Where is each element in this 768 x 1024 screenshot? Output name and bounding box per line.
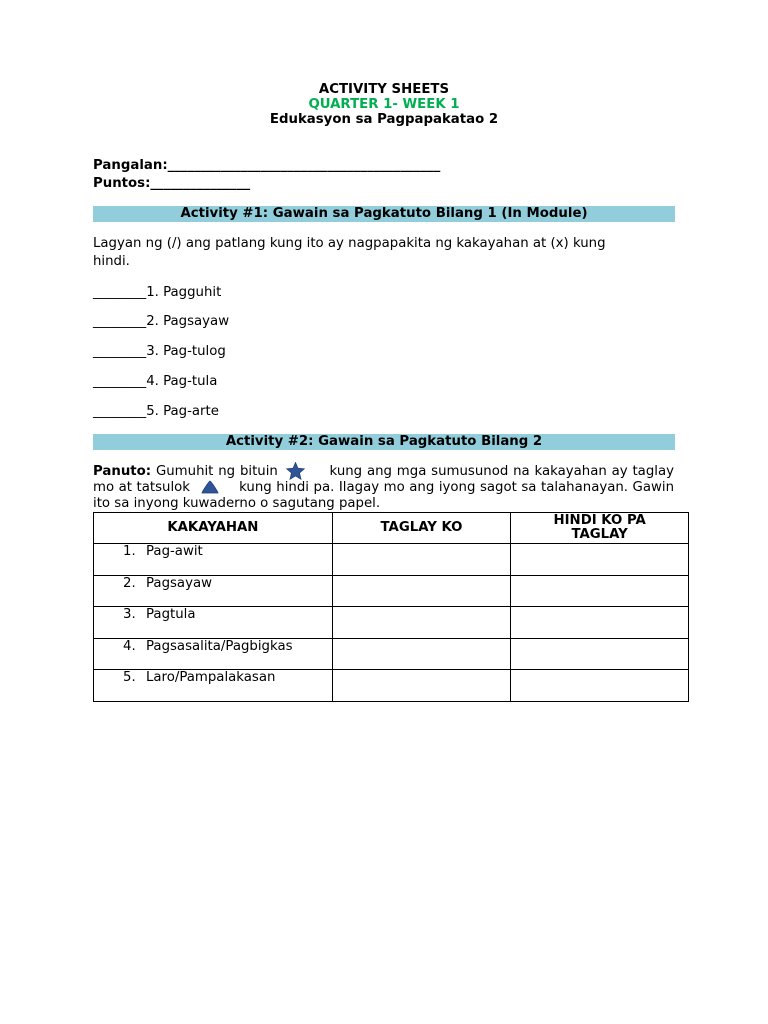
skill-label: Pag-awit (146, 544, 203, 559)
activity1-instruction-line2: hindi. (93, 254, 130, 269)
answer-cell-taglay (332, 638, 511, 670)
skill-label: Laro/Pampalakasan (146, 670, 276, 685)
skill-label: Pagtula (146, 607, 196, 622)
instruction-part2: kung ang mga sumusunod na kakayahan ay taglay mo at tatsulok (93, 464, 674, 495)
row-number: 1. (123, 544, 136, 559)
list-item: ________2. Pagsayaw (93, 314, 230, 329)
list-item: ________5. Pag-arte (93, 404, 219, 419)
score-field: Puntos:_______________ (93, 176, 251, 191)
skill-cell (94, 575, 333, 607)
activity1-title-bar: Activity #1: Gawain sa Pagkatuto Bilang 1 (In Module) (93, 206, 675, 222)
column-header-label: HINDI KO PA TAGLAY (553, 513, 646, 542)
skill-label: Pagsasalita/Pagbigkas (146, 638, 293, 654)
name-field: Pangalan:_________________________________________ (93, 158, 441, 173)
column-header: TAGLAY KO (332, 513, 511, 544)
table-row (94, 670, 689, 702)
answer-cell-taglay (332, 607, 511, 639)
activity1-instruction-line1: Lagyan ng (/) ang patlang kung ito ay nagpapakita ng kakayahan at (x) kung (93, 236, 606, 251)
quarter-week-label: QUARTER 1- WEEK 1 (308, 97, 460, 112)
triangle-icon (201, 480, 219, 494)
answer-cell-taglay (332, 670, 511, 702)
list-item: ________1. Pagguhit (93, 285, 222, 300)
instruction-part1: Gumuhit ng bituin (155, 464, 278, 479)
column-header: KAKAYAHAN (94, 513, 333, 544)
row-number: 5. (123, 670, 136, 685)
row-number: 3. (123, 607, 136, 622)
answer-cell-taglay (332, 544, 511, 576)
star-icon (286, 462, 305, 480)
instruction-part3: kung hindi pa. Ilagay mo ang iyong sagot sa talahanayan. Gawin ito sa inyong kuwaderno o sagutang papel. (93, 480, 675, 511)
skill-label: Pagsayaw (146, 575, 212, 591)
table-row (94, 607, 689, 639)
skills-table (93, 512, 689, 702)
table-header-row (94, 513, 689, 544)
activity2-instruction (93, 464, 674, 512)
table-row (94, 544, 689, 576)
answer-cell-taglay (332, 575, 511, 607)
answer-cell-hindi (511, 670, 689, 702)
skill-cell (94, 670, 333, 702)
answer-cell-hindi (511, 638, 689, 670)
row-number: 4. (123, 638, 136, 654)
column-header (511, 513, 689, 544)
instruction-label: Panuto: (93, 464, 152, 479)
activity2-title-bar: Activity #2: Gawain sa Pagkatuto Bilang 2 (93, 434, 675, 450)
list-item: ________3. Pag-tulog (93, 344, 226, 359)
table-row (94, 575, 689, 607)
list-item: ________4. Pag-tula (93, 374, 218, 389)
answer-cell-hindi (511, 607, 689, 639)
skill-cell (94, 607, 333, 639)
sheet-title: ACTIVITY SHEETS (318, 82, 450, 97)
skill-cell (94, 544, 333, 576)
answer-cell-hindi (511, 575, 689, 607)
table-row (94, 638, 689, 670)
answer-cell-hindi (511, 544, 689, 576)
subject-title: Edukasyon sa Pagpapakatao 2 (269, 112, 499, 127)
skill-cell (94, 638, 333, 670)
row-number: 2. (123, 575, 136, 591)
